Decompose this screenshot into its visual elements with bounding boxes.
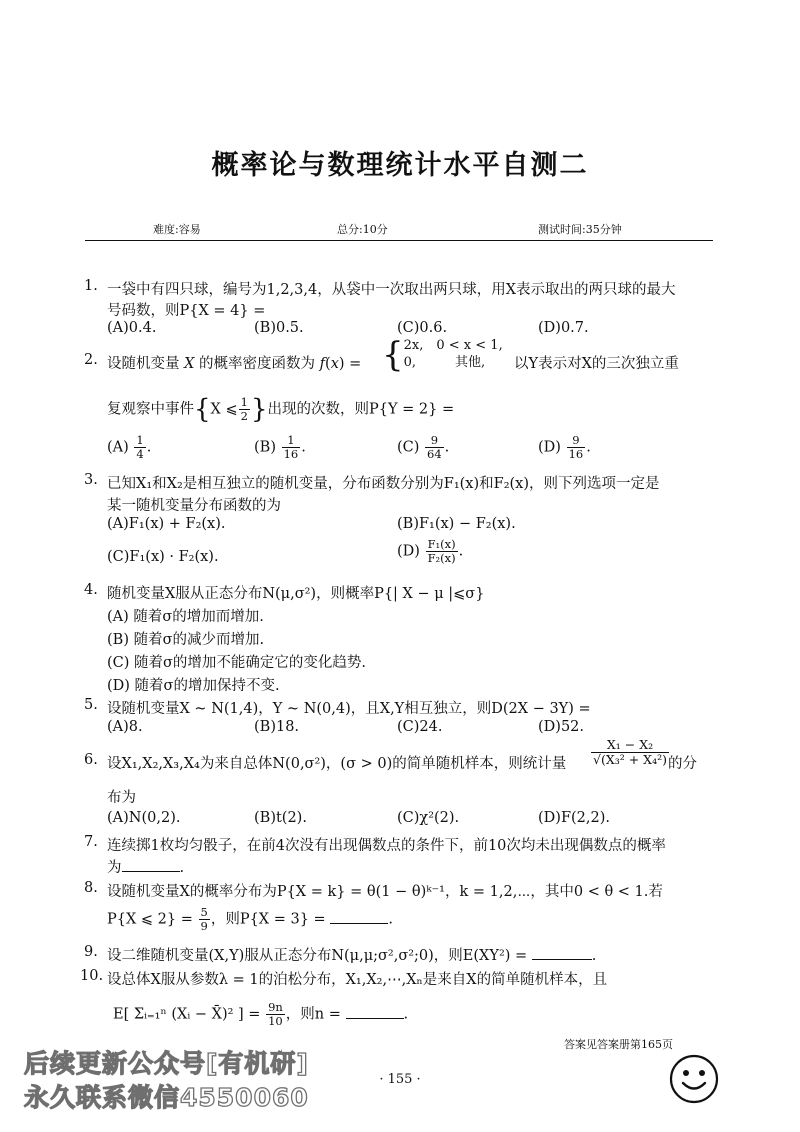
option-c: (C)24.	[397, 719, 443, 735]
question-text: 设二维随机变量(X,Y)服从正态分布N(μ,μ;σ²,σ²;0)，则E(XY²) = .	[107, 948, 597, 964]
option-d: (D)0.7.	[538, 320, 589, 336]
total-score-label: 总分:10分	[337, 223, 388, 236]
question-text: 设随机变量 X 的概率密度函数为 f(x) =	[107, 356, 362, 372]
question-text-tail: 以Y表示对X的三次独立重	[514, 356, 679, 372]
statistic-fraction: $\frac{\text{X₁ − X₂}}{\text{√(X₃² + X₄²)}}$	[593, 737, 667, 768]
option-a: (A)8.	[107, 719, 143, 735]
option-d: (D)52.	[538, 719, 584, 735]
header-divider	[85, 240, 713, 241]
option-c: (C)χ²(2).	[397, 810, 460, 826]
question-text-cont: 为 .	[107, 860, 185, 876]
question-number: 10.	[80, 968, 104, 984]
option-a: (A) 随着σ的增加而增加.	[107, 609, 264, 625]
option-c: (C) 随着σ的增加不能确定它的变化趋势.	[107, 655, 367, 671]
question-number: 1.	[84, 278, 98, 294]
option-b: (B)t(2).	[254, 810, 307, 826]
question-number: 4.	[84, 582, 98, 598]
question-text: 随机变量X服从正态分布N(μ,σ²)，则概率P{| X − μ |⩽σ}	[107, 586, 485, 602]
option-b: (B) 随着σ的减少而增加.	[107, 632, 265, 648]
question-text: 设随机变量X ~ N(1,4)，Y ~ N(0,4)，且X,Y相互独立，则D(2X − 3Y) =	[107, 701, 591, 717]
question-number: 3.	[84, 472, 98, 488]
question-number: 6.	[84, 752, 98, 768]
option-a: (A)N(0,2).	[107, 810, 181, 826]
option-c: (C)F₁(x) · F₂(x).	[107, 549, 219, 565]
option-d: (D) 随着σ的增加保持不变.	[107, 678, 280, 694]
difficulty-label: 难度:容易	[153, 223, 201, 236]
watermark-line-1: 后续更新公众号[有机研]	[24, 1049, 309, 1078]
option-a: (A)0.4.	[107, 320, 157, 336]
test-time-label: 测试时间:35分钟	[538, 223, 622, 236]
question-text-cont: 复观察中事件{X ⩽ $\frac{1}{2}$ }出现的次数，则P{Y = 2} =	[107, 394, 455, 425]
question-number: 8.	[84, 880, 98, 896]
question-expression: E[ Σᵢ₌₁ⁿ (Xᵢ − X̄)² ] = $\frac{9n}{10}$ ，则n = .	[113, 1000, 409, 1029]
option-a: (A) $\frac{1}{4}$ .	[107, 433, 152, 462]
question-number: 5.	[84, 697, 98, 713]
page-title: 概率论与数理统计水平自测二	[211, 150, 589, 181]
density-cases: { 2x, 0 < x < 1, 0, 其他,	[382, 335, 503, 375]
question-text: 设总体X服从参数λ = 1的泊松分布，X₁,X₂,⋯,Xₙ是来自X的简单随机样本，且	[107, 972, 608, 988]
option-b: (B)18.	[254, 719, 300, 735]
option-b: (B) $\frac{1}{16}$ .	[254, 433, 306, 462]
question-number: 2.	[84, 352, 98, 368]
option-d: (D) $\frac{9}{16}$ .	[538, 433, 591, 462]
question-text-tail: 的分	[668, 756, 697, 772]
question-text: 已知X₁和X₂是相互独立的随机变量，分布函数分别为F₁(x)和F₂(x)，则下列选项一定是	[107, 476, 660, 492]
page-number: · 155 ·	[379, 1072, 421, 1087]
question-text: 设X₁,X₂,X₃,X₄为来自总体N(0,σ²)，(σ > 0)的简单随机样本，则统计量	[107, 756, 567, 772]
smiley-icon	[668, 1053, 720, 1105]
question-text-cont: 布为	[107, 790, 136, 806]
answer-reference: 答案见答案册第165页	[564, 1038, 673, 1051]
option-b: (B)0.5.	[254, 320, 304, 336]
question-text-cont: P{X ⩽ 2} = $\frac{5}{9}$ ，则P{X = 3} = .	[107, 905, 393, 934]
option-d: (D) $\frac{\text{F₁(x)}}{\text{F₂(x)}}$ .	[397, 537, 464, 566]
question-text-cont: 号码数，则P{X = 4} =	[107, 303, 266, 319]
option-b: (B)F₁(x) − F₂(x).	[397, 516, 516, 532]
question-number: 7.	[84, 834, 98, 850]
option-c: (C) $\frac{9}{64}$ .	[397, 433, 450, 462]
option-d: (D)F(2,2).	[538, 810, 610, 826]
question-text: 设随机变量X的概率分布为P{X = k} = θ(1 − θ)ᵏ⁻¹，k = 1,2,⋯，其中0 < θ < 1.若	[107, 884, 663, 900]
question-text: 连续掷1枚均匀骰子，在前4次没有出现偶数点的条件下，前10次均未出现偶数点的概率	[107, 838, 666, 854]
question-text: 一袋中有四只球，编号为1,2,3,4，从袋中一次取出两只球，用X表示取出的两只球的最大	[107, 282, 676, 298]
option-a: (A)F₁(x) + F₂(x).	[107, 516, 226, 532]
watermark-line-2: 永久联系微信4550060	[24, 1083, 309, 1112]
question-number: 9.	[84, 944, 98, 960]
question-text-cont: 某一随机变量分布函数的为	[107, 498, 281, 514]
option-c: (C)0.6.	[397, 320, 448, 336]
